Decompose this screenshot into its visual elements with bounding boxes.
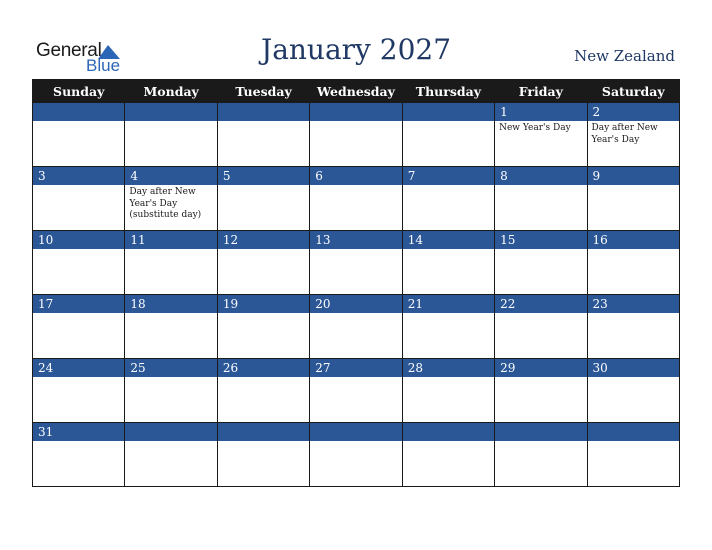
day-number — [310, 423, 401, 441]
holiday-label — [33, 121, 124, 123]
day-number: 13 — [310, 231, 401, 249]
holiday-label — [218, 185, 309, 187]
day-cell — [310, 231, 402, 295]
day-cell — [495, 103, 587, 167]
day-number: 23 — [588, 295, 679, 313]
holiday-label — [33, 249, 124, 251]
holiday-label — [218, 441, 309, 443]
day-cell — [125, 231, 217, 295]
weekday-header-row — [33, 80, 680, 103]
day-number: 24 — [33, 359, 124, 377]
day-number: 10 — [33, 231, 124, 249]
day-cell — [587, 103, 679, 167]
day-number: 31 — [33, 423, 124, 441]
day-number: 15 — [495, 231, 586, 249]
day-cell — [495, 295, 587, 359]
day-cell — [33, 295, 125, 359]
day-number — [310, 103, 401, 121]
holiday-label — [33, 313, 124, 315]
day-cell — [310, 167, 402, 231]
holiday-label — [495, 185, 586, 187]
holiday-label — [403, 313, 494, 315]
holiday-label — [218, 313, 309, 315]
day-cell — [33, 359, 125, 423]
holiday-label — [125, 249, 216, 251]
day-cell — [587, 231, 679, 295]
holiday-label — [588, 441, 679, 443]
day-cell — [217, 359, 309, 423]
day-number: 29 — [495, 359, 586, 377]
logo-text-general: General — [36, 40, 102, 61]
holiday-label — [218, 377, 309, 379]
holiday-label — [125, 121, 216, 123]
holiday-label — [588, 249, 679, 251]
day-number: 27 — [310, 359, 401, 377]
day-cell — [587, 423, 679, 487]
day-cell — [125, 359, 217, 423]
day-cell — [33, 103, 125, 167]
week-row — [33, 231, 680, 295]
holiday-label — [403, 441, 494, 443]
holiday-label — [310, 377, 401, 379]
day-cell — [310, 103, 402, 167]
day-number: 28 — [403, 359, 494, 377]
day-cell — [587, 359, 679, 423]
day-cell — [33, 423, 125, 487]
holiday-label — [495, 249, 586, 251]
day-number: 8 — [495, 167, 586, 185]
day-cell — [587, 167, 679, 231]
weekday-header: Tuesday — [217, 80, 309, 103]
weekday-header: Saturday — [587, 80, 679, 103]
day-cell — [402, 167, 494, 231]
day-number: 22 — [495, 295, 586, 313]
holiday-label — [125, 313, 216, 315]
weekday-header: Sunday — [33, 80, 125, 103]
day-cell — [402, 231, 494, 295]
day-cell — [402, 423, 494, 487]
day-number — [33, 103, 124, 121]
day-cell — [495, 167, 587, 231]
day-cell — [33, 231, 125, 295]
week-row — [33, 167, 680, 231]
day-cell — [217, 167, 309, 231]
day-number: 3 — [33, 167, 124, 185]
day-number: 11 — [125, 231, 216, 249]
day-number: 30 — [588, 359, 679, 377]
holiday-label — [310, 441, 401, 443]
weekday-header: Friday — [495, 80, 587, 103]
weekday-header: Thursday — [402, 80, 494, 103]
day-cell — [587, 295, 679, 359]
day-number: 18 — [125, 295, 216, 313]
day-cell — [125, 167, 217, 231]
day-number — [125, 103, 216, 121]
day-number — [218, 103, 309, 121]
day-number: 4 — [125, 167, 216, 185]
holiday-label — [403, 121, 494, 123]
day-cell — [217, 103, 309, 167]
holiday-label — [218, 121, 309, 123]
day-number: 25 — [125, 359, 216, 377]
holiday-label: Day after New Year's Day — [591, 123, 658, 145]
day-number: 7 — [403, 167, 494, 185]
holiday-label — [310, 185, 401, 187]
holiday-label — [495, 313, 586, 315]
day-cell — [310, 359, 402, 423]
week-row — [33, 295, 680, 359]
weekday-header: Monday — [125, 80, 217, 103]
day-number — [495, 423, 586, 441]
day-number: 26 — [218, 359, 309, 377]
day-number: 14 — [403, 231, 494, 249]
day-cell — [125, 295, 217, 359]
day-cell — [402, 295, 494, 359]
holiday-label — [403, 249, 494, 251]
day-cell — [125, 103, 217, 167]
holiday-label — [403, 185, 494, 187]
day-cell — [402, 103, 494, 167]
day-number: 1 — [495, 103, 586, 121]
calendar-title: January 2027 — [260, 33, 452, 66]
week-row — [33, 423, 680, 487]
calendar-grid — [32, 79, 680, 487]
holiday-label — [588, 185, 679, 187]
holiday-label: New Year's Day — [499, 123, 571, 133]
day-number: 21 — [403, 295, 494, 313]
day-number: 19 — [218, 295, 309, 313]
holiday-label — [33, 185, 124, 187]
holiday-label: Day after New Year's Day (substitute day) — [129, 187, 202, 220]
weekday-header: Wednesday — [310, 80, 402, 103]
day-cell — [310, 423, 402, 487]
calendar-body — [33, 103, 680, 487]
day-number: 6 — [310, 167, 401, 185]
day-cell — [33, 167, 125, 231]
holiday-label — [403, 377, 494, 379]
day-number: 17 — [33, 295, 124, 313]
holiday-label — [588, 377, 679, 379]
day-cell — [217, 231, 309, 295]
day-number: 12 — [218, 231, 309, 249]
holiday-label — [310, 313, 401, 315]
day-cell — [217, 423, 309, 487]
day-cell — [495, 423, 587, 487]
day-number: 9 — [588, 167, 679, 185]
day-number — [588, 423, 679, 441]
holiday-label — [218, 249, 309, 251]
day-cell — [402, 359, 494, 423]
day-number — [403, 423, 494, 441]
country-label: New Zealand — [574, 47, 675, 65]
holiday-label — [310, 121, 401, 123]
day-cell — [495, 231, 587, 295]
day-number: 5 — [218, 167, 309, 185]
holiday-label — [495, 377, 586, 379]
day-number — [125, 423, 216, 441]
holiday-label — [588, 313, 679, 315]
week-row — [33, 103, 680, 167]
holiday-label — [33, 377, 124, 379]
day-number: 16 — [588, 231, 679, 249]
day-number — [403, 103, 494, 121]
day-cell — [495, 359, 587, 423]
day-cell — [310, 295, 402, 359]
day-cell — [217, 295, 309, 359]
day-number: 20 — [310, 295, 401, 313]
holiday-label — [125, 441, 216, 443]
day-number — [218, 423, 309, 441]
week-row — [33, 359, 680, 423]
holiday-label — [125, 377, 216, 379]
logo-text-blue: Blue — [86, 56, 121, 75]
holiday-label — [495, 441, 586, 443]
holiday-label — [33, 441, 124, 443]
holiday-label — [310, 249, 401, 251]
day-cell — [125, 423, 217, 487]
day-number: 2 — [588, 103, 679, 121]
